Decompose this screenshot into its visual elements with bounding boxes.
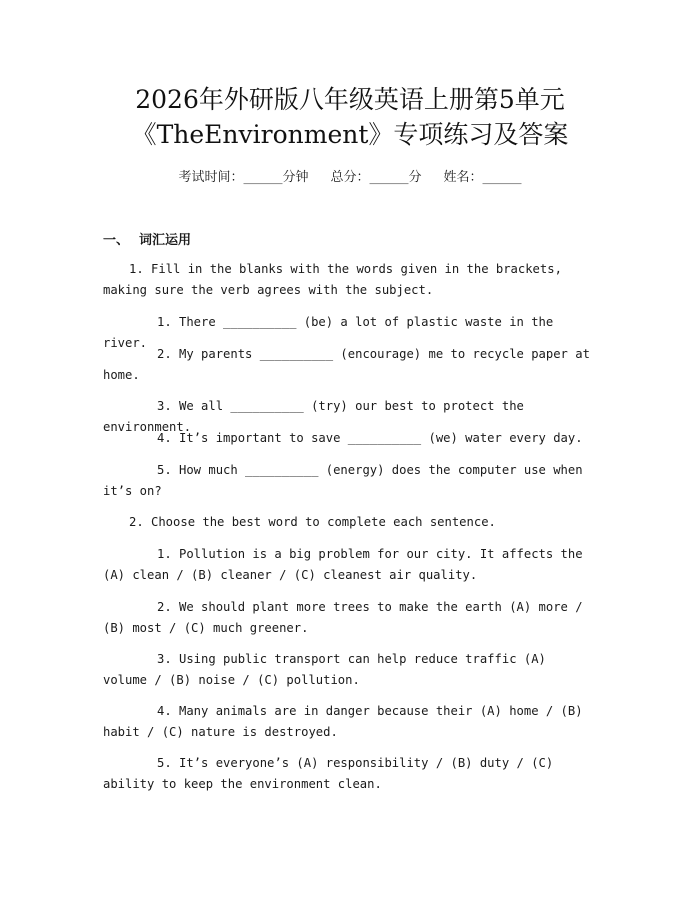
section-number: 一、 — [103, 233, 130, 248]
part2-item-5: 5. It’s everyone’s (A) responsibility / (B) duty / (C) ability to keep the environment clean. — [103, 756, 554, 791]
part1-item-2: 2. My parents __________ (encourage) me to recycle paper at home. — [103, 347, 590, 382]
title-line-1: 2026年外研版八年级英语上册第5单元 — [135, 85, 565, 114]
part2-item-2: 2. We should plant more trees to make the earth (A) more / (B) most / (C) much greener. — [103, 600, 583, 635]
section-heading — [103, 229, 191, 248]
part1-item-3: 3. We all __________ (try) our best to protect the environment. — [103, 399, 524, 434]
exam-meta — [0, 168, 700, 188]
exam-score: 总分：______分 — [330, 170, 422, 185]
part1-item-1: 1. There __________ (be) a lot of plastic waste in the river. — [103, 315, 554, 350]
section-title: 词汇运用 — [139, 233, 192, 248]
part2-item-3: 3. Using public transport can help reduce traffic (A) volume / (B) noise / (C) pollution. — [103, 652, 546, 687]
part2-instruction: 2. Choose the best word to complete each sentence. — [129, 515, 496, 529]
part2-item-1: 1. Pollution is a big problem for our city. It affects the (A) clean / (B) cleaner / (C) cleanest air quality. — [103, 547, 583, 582]
part1-item-5: 5. How much __________ (energy) does the computer use when it’s on? — [103, 463, 583, 498]
part2-item-4: 4. Many animals are in danger because their (A) home / (B) habit / (C) nature is destroyed. — [103, 704, 583, 739]
part1-item-4: 4. It’s important to save __________ (we) water every day. — [157, 431, 583, 445]
exam-time: 考试时间：______分钟 — [178, 170, 309, 185]
exam-name: 姓名：______ — [443, 170, 522, 185]
title-line-2: 《TheEnvironment》专项练习及答案 — [131, 120, 569, 149]
part1-instruction: 1. Fill in the blanks with the words given in the brackets, making sure the verb agrees with the subject. — [103, 262, 562, 297]
